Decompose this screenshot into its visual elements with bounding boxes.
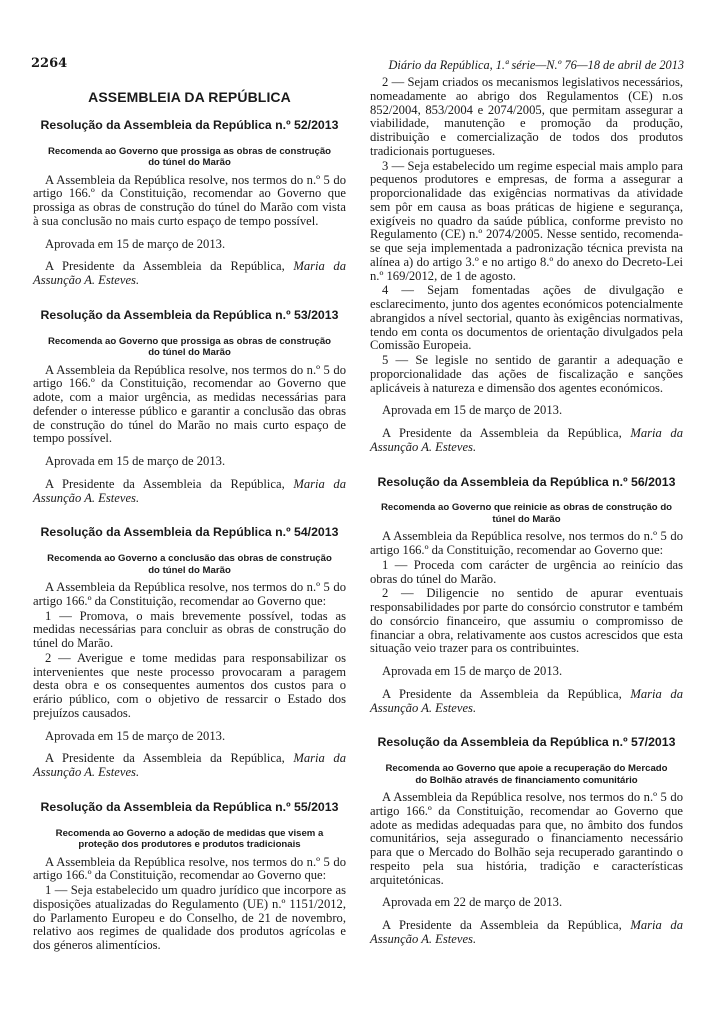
resolution-subtitle: Recomenda ao Governo que prossiga as obras de construção do túnel do Marão — [47, 145, 332, 168]
resolution-55 — [33, 801, 346, 953]
resolution-paragraph: A Assembleia da República resolve, nos termos do n.º 5 do artigo 166.º da Constituição, recomendar ao Governo que adote as medidas adequadas para que, no âmbito dos fundos comunitários, seja assegurado o financiamento necessário para que o Mercado do Bolhão seja recuperado garantindo o respeito pela sua história, tradição e características arquitetónicas. — [370, 790, 683, 887]
resolution-paragraph: 2 — Diligencie no sentido de apurar eventuais responsabilidades por parte do consórcio construtor e também do consórcio financeiro, que assumiu o compromisso de financiar a obra, relativamente aos custos acrescidos que esta situação veio trazer para os contribuintes. — [370, 586, 683, 656]
resolution-paragraph: 1 — Proceda com carácter de urgência ao reinício das obras do túnel do Marão. — [370, 557, 683, 586]
right-column — [370, 76, 683, 968]
resolution-paragraph: 1 — Seja estabelecido um quadro jurídico que incorpore as disposições atualizadas do Regulamento (UE) n.º 1151/2012, do Parlamento Europeu e do Conselho, de 21 de novembro, relativo aos regimes de qualidade dos produtos agrícolas e dos géneros alimentícios. — [33, 883, 346, 952]
resolution-title: Resolução da Assembleia da República n.º 52/2013 — [40, 117, 339, 132]
resolution-subtitle: Recomenda ao Governo que apoie a recuperação do Mercado do Bolhão através de financiamento comunitário — [385, 763, 668, 786]
resolution-paragraph: 4 — Sejam fomentadas ações de divulgação e esclarecimento, junto dos agentes económicos potencialmente abrangidos a nível sectorial, quanto às exigências normativas, tendo em conta os documentos de orientação divulgados pela Comissão Europeia. — [370, 283, 683, 353]
signature — [370, 688, 683, 716]
resolution-title: Resolução da Assembleia da República n.º 53/2013 — [40, 307, 339, 322]
assembly-heading: ASSEMBLEIA DA REPÚBLICA — [88, 89, 291, 105]
signature-prefix: A Presidente da Assembleia da República, — [45, 259, 285, 274]
signature-name: Maria da Assunção A. Esteves. — [33, 476, 346, 505]
resolution-subtitle: Recomenda ao Governo a adoção de medidas que visem a proteção dos produtores e produtos tradicionais — [55, 827, 324, 850]
resolution-54 — [33, 526, 346, 780]
signature-prefix: A Presidente da Assembleia da República, — [382, 426, 622, 440]
page-number: 2264 — [31, 56, 68, 71]
resolution-paragraph: A Assembleia da República resolve, nos termos do n.º 5 do artigo 166.º da Constituição, recomendar ao Governo que: — [33, 854, 346, 883]
resolution-paragraph: A Assembleia da República resolve, nos termos do n.º 5 do artigo 166.º da Constituição, recomendar ao Governo que adote, com a maior urgência, as medidas necessárias para defender o interesse público e garantir a conclusão das obras de construção do túnel do Marão no mais curto espaço de tempo possível. — [33, 362, 346, 446]
resolution-subtitle: Recomenda ao Governo a conclusão das obras de construção do túnel do Marão — [47, 553, 332, 576]
resolution-subtitle: Recomenda ao Governo que reinicie as obras de construção do túnel do Marão — [380, 502, 673, 525]
signature-name: Maria da Assunção A. Esteves. — [33, 751, 346, 779]
resolution-paragraph: A Assembleia da República resolve, nos termos do n.º 5 do artigo 166.º da Constituição, recomendar ao Governo que prossiga as obras de construção do túnel do Marão com vista à sua conclusão no mais curto espaço de tempo possível. — [33, 172, 346, 228]
signature-prefix: A Presidente da Assembleia da República, — [45, 476, 285, 491]
resolution-57 — [370, 736, 683, 946]
resolution-55-continued — [370, 76, 683, 455]
resolution-paragraph: A Assembleia da República resolve, nos termos do n.º 5 do artigo 166.º da Constituição, recomendar ao Governo que: — [33, 580, 346, 608]
signature-name: Maria da Assunção A. Esteves. — [370, 426, 683, 454]
signature — [33, 260, 346, 288]
resolution-52 — [33, 119, 346, 288]
signature — [33, 478, 346, 506]
resolution-subtitle: Recomenda ao Governo que prossiga as obras de construção do túnel do Marão — [47, 335, 332, 358]
resolution-53 — [33, 309, 346, 506]
resolution-paragraph: 3 — Seja estabelecido um regime especial mais amplo para pequenos produtores e empresas, de forma a assegurar a proporcionalidade das exigências normativas da atividade sem pôr em causa as boas práticas de higiene e segurança, exigíveis no quadro da saúde pública, conforme previsto no Regulamento (CE) n.º 2074/2005. Nesse sentido, recomenda-se que seja implementada a padronização técnica prevista na alínea a) do artigo 3.º e no artigo 8.º do anexo do Decreto-Lei n.º 169/2012, de 1 de agosto. — [370, 158, 683, 283]
signature — [33, 752, 346, 780]
signature-name: Maria da Assunção A. Esteves. — [370, 918, 683, 946]
approval-date: Aprovada em 15 de março de 2013. — [45, 236, 226, 251]
signature-prefix: A Presidente da Assembleia da República, — [45, 751, 285, 766]
resolution-paragraph: A Assembleia da República resolve, nos termos do n.º 5 do artigo 166.º da Constituição, recomendar ao Governo que: — [370, 529, 683, 557]
resolution-title: Resolução da Assembleia da República n.º 56/2013 — [377, 474, 676, 489]
signature-prefix: A Presidente da Assembleia da República, — [382, 686, 622, 701]
resolution-title: Resolução da Assembleia da República n.º 57/2013 — [377, 735, 676, 750]
signature — [370, 919, 683, 947]
signature — [370, 427, 683, 455]
approval-date: Aprovada em 15 de março de 2013. — [45, 728, 226, 743]
approval-date: Aprovada em 15 de março de 2013. — [382, 664, 563, 678]
resolution-title: Resolução da Assembleia da República n.º 54/2013 — [40, 525, 339, 540]
journal-header: Diário da República, 1.ª série—N.º 76—18 de abril de 2013 — [388, 58, 684, 72]
approval-date: Aprovada em 22 de março de 2013. — [382, 895, 563, 910]
left-column — [33, 88, 346, 974]
resolution-paragraph: 2 — Sejam criados os mecanismos legislativos necessários, nomeadamente ao abrigo dos Regulamentos (CE) n.os 852/2004, 853/2004 e 2074/2005, que permitam assegurar a viabilidade, manutenção e promoção da produção, distribuição e comercialização de todos dos produtos tradicionais portugueses. — [370, 75, 683, 158]
resolution-56 — [370, 476, 683, 716]
resolution-paragraph: 5 — Se legisle no sentido de garantir a adequação e proporcionalidade das ações de fiscalização e sanções aplicáveis à natureza e dimensão dos agentes económicos. — [370, 353, 683, 395]
resolution-title: Resolução da Assembleia da República n.º 55/2013 — [40, 799, 339, 814]
signature-name: Maria da Assunção A. Esteves. — [33, 259, 346, 287]
signature-name: Maria da Assunção A. Esteves. — [370, 686, 683, 715]
resolution-paragraph: 2 — Averigue e tome medidas para responsabilizar os intervenientes que neste processo provocaram a paragem desta obra e os consequentes aumentos dos custos para o erário público, com o objetivo de ressarcir o Estado dos prejuízos causados. — [33, 650, 346, 720]
resolution-paragraph: 1 — Promova, o mais brevemente possível, todas as medidas necessárias para concluir as obras de construção do túnel do Marão. — [33, 608, 346, 650]
signature-prefix: A Presidente da Assembleia da República, — [382, 918, 622, 932]
approval-date: Aprovada em 15 de março de 2013. — [382, 403, 563, 418]
approval-date: Aprovada em 15 de março de 2013. — [45, 454, 226, 468]
